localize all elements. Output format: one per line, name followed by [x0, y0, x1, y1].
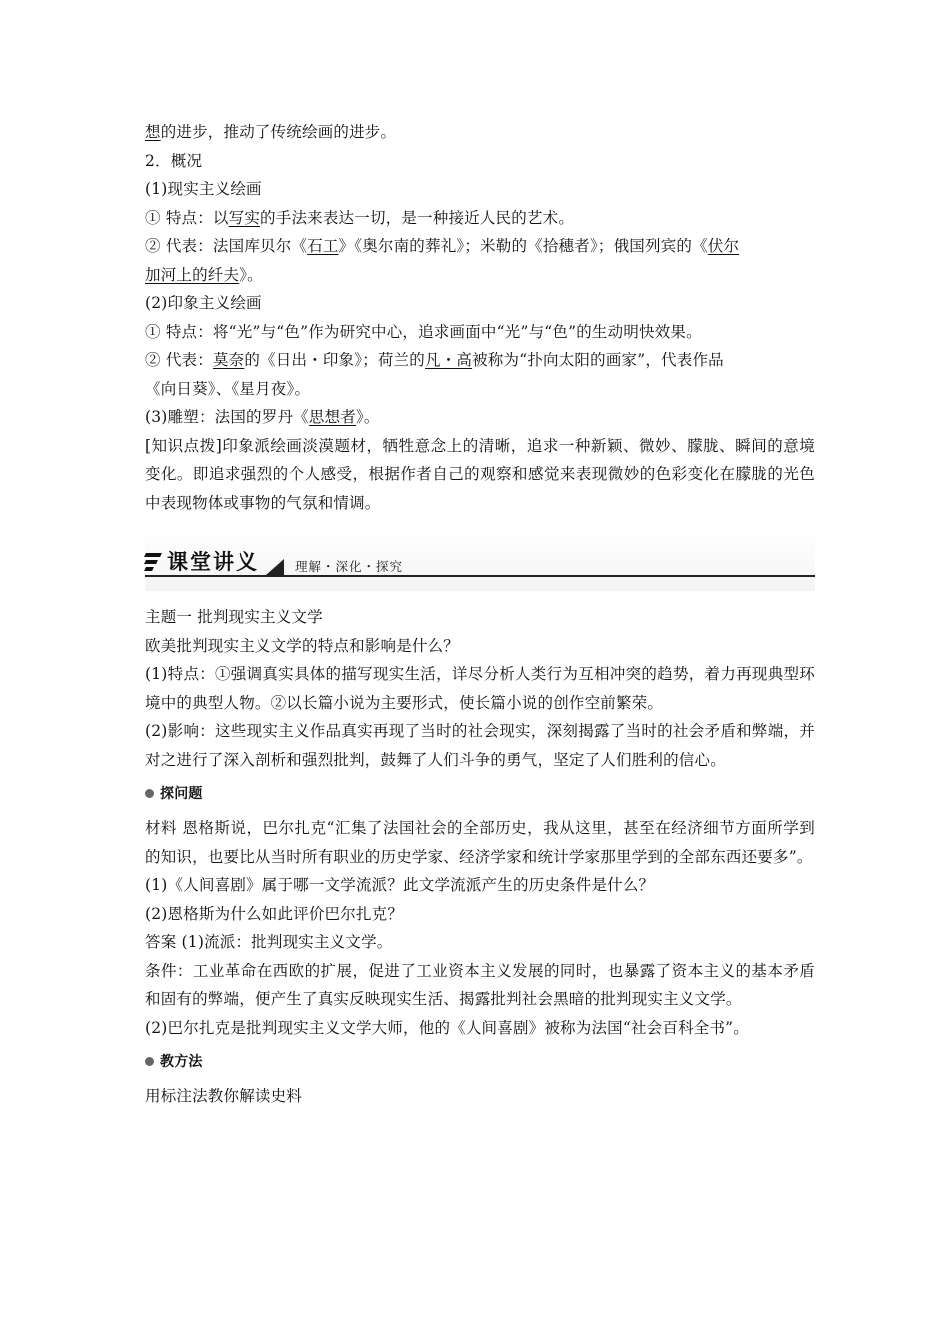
section-banner [145, 533, 815, 591]
explore-heading-label: 探问题 [160, 786, 203, 802]
banner-subtitle: 理解・深化・探究 [295, 559, 404, 574]
sculpture-line [145, 403, 815, 432]
realism-representatives [145, 232, 815, 261]
underlined-term: 凡・高 [425, 351, 473, 369]
answer-2: (2)巴尔扎克是批判现实主义文学大师，他的《人间喜剧》被称为法国“社会百科全书”。 [145, 1018, 750, 1037]
realism-heading: (1)现实主义绘画 [145, 180, 262, 198]
bullet-dot-icon [145, 1057, 154, 1066]
overview-heading: 2．概况 [145, 151, 203, 170]
knowledge-tip: [知识点拨]印象派绘画淡漠题材，牺牲意念上的清晰，追求一种新颖、微妙、朦胧、瞬间的意境变化。即追求强烈的个人感受，根据作者自己的观察和感觉来表现微妙的色彩变化在朦胧的光色中表现物体或事物的气氛和情调。 [145, 436, 815, 512]
impression-heading: (2)印象主义绘画 [145, 294, 262, 312]
theme-heading: 主题一 批判现实主义文学 [145, 608, 323, 626]
banner-wedge-icon [266, 559, 284, 575]
realism-feature [145, 204, 815, 233]
underlined-term: 伏尔 [707, 237, 740, 255]
explore-question-1: (1)《人间喜剧》属于哪一文学流派？此文学流派产生的历史条件是什么？ [145, 876, 655, 894]
answer-conditions: 条件：工业革命在西欧的扩展，促进了工业资本主义发展的同时，也暴露了资本主义的基本矛盾和固有的弊端，便产生了真实反映现实生活、揭露批判社会黑暗的批判现实主义文学。 [145, 961, 815, 1008]
method-heading-label: 教方法 [160, 1054, 203, 1070]
page-content [145, 118, 815, 1111]
text-fragment: 》。 [239, 265, 263, 284]
answer-1: 答案 (1)流派：批判现实主义文学。 [145, 933, 393, 951]
text-fragment: ② 代表：法国库贝尔《 [145, 237, 308, 255]
theme-influence: (2)影响：这些现实主义作品真实再现了当时的社会现实，深刻揭露了当时的社会矛盾和弊端，并对之进行了深入剖析和强烈批判，鼓舞了人们斗争的勇气，坚定了人们胜利的信心。 [145, 722, 815, 769]
explore-material: 材料 恩格斯说，巴尔扎克“汇集了法国社会的全部历史，我从这里，甚至在经济细节方面所学到的知识，也要比从当时所有职业的历史学家、经济学家和统计学家那里学到的全部东西还要多”。 [145, 819, 815, 866]
theme-question: 欧美批判现实主义文学的特点和影响是什么？ [145, 636, 460, 655]
impression-representatives [145, 346, 815, 375]
text-fragment: 》《奥尔南的葬礼》；米勒的《拾穗者》；俄国列宾的《 [338, 237, 708, 255]
underlined-term: 想 [145, 123, 161, 141]
text-fragment: 的《日出・印象》；荷兰的 [244, 351, 425, 369]
banner-title: 课堂讲义 [167, 550, 259, 574]
text-fragment: 的进步，推动了传统绘画的进步。 [160, 123, 397, 141]
text-fragment: ① 特点：以 [145, 208, 229, 227]
banner-stripes-icon [145, 553, 161, 575]
bullet-dot-icon [145, 789, 154, 798]
text-line [145, 118, 815, 147]
underlined-term: 思想者 [308, 408, 356, 426]
method-text: 用标注法教你解读史料 [145, 1087, 303, 1105]
underlined-term: 石工 [307, 237, 339, 255]
text-fragment: ② 代表： [145, 351, 213, 369]
text-fragment: 被称为“扑向太阳的画家”，代表作品 [472, 351, 724, 369]
theme-features: (1)特点：①强调真实具体的描写现实生活，详尽分析人类行为互相冲突的趋势，着力再现典型环境中的典型人物。②以长篇小说为主要形式，使长篇小说的创作空前繁荣。 [145, 665, 815, 712]
explore-question-2: (2)恩格斯为什么如此评价巴尔扎克？ [145, 904, 404, 923]
method-heading [145, 1048, 815, 1076]
text-fragment: 》。 [355, 408, 380, 426]
realism-representatives-cont [145, 261, 815, 290]
underlined-term: 加河上的纤夫 [145, 265, 240, 284]
underlined-term: 写实 [228, 208, 261, 227]
underlined-term: 莫奈 [212, 351, 245, 369]
explore-heading [145, 780, 815, 808]
impression-feature: ① 特点：将“光”与“色”作为研究中心，追求画面中“光”与“色”的生动明快效果。 [145, 322, 702, 341]
text-fragment: 的手法来表达一切，是一种接近人民的艺术。 [260, 208, 575, 227]
impression-representatives-cont: 《向日葵》、《星月夜》。 [145, 379, 311, 398]
banner-rule [145, 575, 815, 577]
text-fragment: (3)雕塑：法国的罗丹《 [145, 408, 309, 426]
